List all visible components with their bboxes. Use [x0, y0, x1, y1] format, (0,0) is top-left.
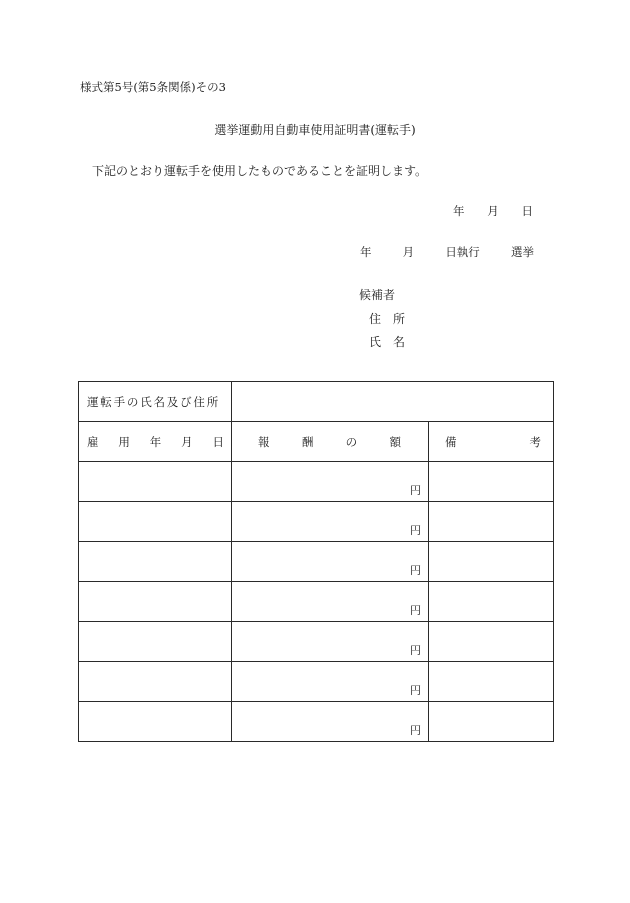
employment-date-cell[interactable]	[79, 702, 232, 742]
header-char: 月	[181, 434, 193, 449]
yen-unit: 円	[410, 484, 421, 497]
driver-table	[78, 381, 554, 742]
remarks-cell[interactable]	[429, 662, 554, 702]
name-char: 氏	[369, 335, 382, 349]
issue-date-line	[453, 206, 533, 218]
header-char: 酬	[301, 434, 314, 449]
month-label: 月	[487, 204, 499, 218]
candidate-name-label	[369, 336, 405, 348]
header-char: の	[345, 434, 358, 449]
remarks-cell[interactable]	[429, 702, 554, 742]
driver-row	[79, 382, 554, 422]
remuneration-cell[interactable]	[232, 542, 429, 582]
remarks-cell[interactable]	[429, 542, 554, 582]
remuneration-cell[interactable]	[232, 582, 429, 622]
table-row	[79, 462, 554, 502]
name-char: 名	[392, 335, 405, 349]
header-row	[79, 422, 554, 462]
table-row	[79, 542, 554, 582]
address-char: 住	[369, 312, 382, 326]
header-char: 備	[445, 434, 457, 449]
employment-date-cell[interactable]	[79, 542, 232, 582]
driver-value-cell[interactable]	[232, 382, 554, 422]
employment-date-cell[interactable]	[79, 502, 232, 542]
employment-date-header	[79, 422, 232, 462]
remarks-cell[interactable]	[429, 622, 554, 662]
driver-label: 運転手の氏名及び住所	[87, 394, 220, 409]
table-row	[79, 622, 554, 662]
address-char: 所	[392, 312, 405, 326]
table-row	[79, 582, 554, 622]
election-label: 選挙	[510, 245, 534, 259]
header-char: 報	[258, 434, 270, 449]
header-char: 年	[149, 434, 162, 449]
election-year-label: 年	[360, 245, 372, 259]
election-day-exec-label: 日執行	[445, 245, 480, 259]
header-char: 用	[118, 434, 130, 449]
yen-unit: 円	[410, 644, 421, 657]
table-row	[79, 702, 554, 742]
election-date-line	[360, 247, 534, 259]
remarks-cell[interactable]	[429, 502, 554, 542]
table-row	[79, 662, 554, 702]
employment-date-cell[interactable]	[79, 622, 232, 662]
remuneration-cell[interactable]	[232, 662, 429, 702]
yen-unit: 円	[410, 604, 421, 617]
election-month-label: 月	[402, 245, 415, 259]
employment-date-cell[interactable]	[79, 662, 232, 702]
header-char: 雇	[87, 434, 99, 449]
yen-unit: 円	[410, 724, 421, 737]
remuneration-cell[interactable]	[232, 462, 429, 502]
yen-unit: 円	[410, 524, 421, 537]
remuneration-cell[interactable]	[232, 702, 429, 742]
yen-unit: 円	[410, 684, 421, 697]
year-label: 年	[453, 204, 465, 218]
form-number: 様式第5号(第5条関係)その3	[80, 80, 226, 94]
header-char: 日	[212, 434, 224, 449]
driver-label-cell	[79, 382, 232, 422]
remarks-cell[interactable]	[429, 462, 554, 502]
certification-statement: 下記のとおり運転手を使用したものであることを証明します。	[92, 164, 428, 178]
day-label: 日	[521, 204, 533, 218]
header-char: 考	[529, 434, 541, 449]
remuneration-header	[232, 422, 429, 462]
yen-unit: 円	[410, 564, 421, 577]
candidate-label: 候補者	[359, 288, 396, 302]
document-title: 選挙運動用自動車使用証明書(運転手)	[214, 123, 416, 137]
remarks-header	[429, 422, 554, 462]
table-row	[79, 502, 554, 542]
employment-date-cell[interactable]	[79, 462, 232, 502]
header-char: 額	[389, 434, 401, 449]
remuneration-cell[interactable]	[232, 622, 429, 662]
remarks-cell[interactable]	[429, 582, 554, 622]
remuneration-cell[interactable]	[232, 502, 429, 542]
employment-date-cell[interactable]	[79, 582, 232, 622]
candidate-address-label	[369, 313, 405, 325]
